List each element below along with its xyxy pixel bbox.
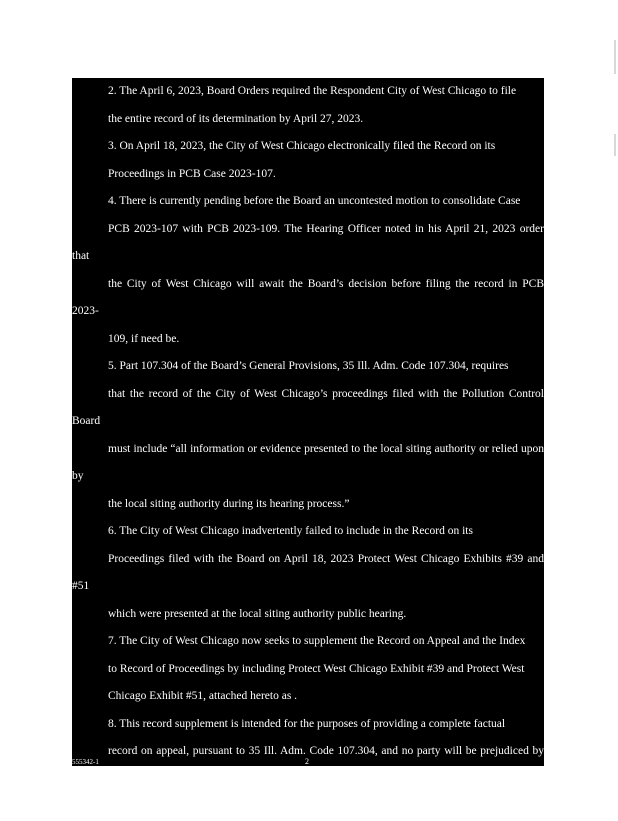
footer-document-id: 555342-1 [72,758,99,766]
page-number: 2 [305,757,309,766]
paragraph-line: Proceedings filed with the Board on April 18, 2023 Protect West Chicago Exhibits #39 and #51 [72,552,544,592]
paragraph [72,628,544,711]
paragraph-line: 5. Part 107.304 of the Board’s General Provisions, 35 Ill. Adm. Code 107.304, requires [108,360,509,372]
paragraph-list [72,78,544,821]
paragraph-line: Chicago Exhibit #51, attached hereto as . [108,690,298,702]
paragraph [72,133,544,188]
paragraph [72,518,544,628]
paragraph-line: the City of West Chicago will await the Board’s decision before filing the record in PCB 2023- [72,277,544,317]
paragraph [72,353,544,518]
paragraph [72,78,544,133]
paragraph-line: 6. The City of West Chicago inadvertently failed to include in the Record on its [108,525,473,537]
paragraph-line: record on appeal, pursuant to 35 Ill. Adm. Code 107.304, and no party will be prejudiced by the [72,745,544,785]
paragraph-line: granting of this motion. [108,800,217,812]
paragraph-line: to Record of Proceedings by including Protect West Chicago Exhibit #39 and Protect West [108,662,525,675]
paragraph [72,188,544,353]
edge-mark-2 [614,134,616,156]
paragraph-line: 8. This record supplement is intended for the purposes of providing a complete factual [108,717,506,730]
paragraph-line: the local siting authority during its hearing process.” [108,497,350,510]
paragraph-line: that the record of the City of West Chicago’s proceedings filed with the Pollution Control Board [72,387,544,427]
paragraph-line: which were presented at the local siting authority public hearing. [108,607,407,620]
paragraph-line: 2. The April 6, 2023, Board Orders required the Respondent City of West Chicago to file [108,85,517,97]
paragraph-line: 4. There is currently pending before the Board an uncontested motion to consolidate Case [108,195,521,207]
paragraph-line: 3. On April 18, 2023, the City of West Chicago electronically filed the Record on its [108,140,496,152]
paragraph-line: PCB 2023-107 with PCB 2023-109. The Hearing Officer noted in his April 21, 2023 order that [72,222,544,262]
paragraph-line: the entire record of its determination by April 27, 2023. [108,112,364,125]
document-body [72,78,544,812]
paragraph-line: must include “all information or evidence presented to the local siting authority or relied upon by [72,442,544,482]
paragraph-line: Proceedings in PCB Case 2023-107. [108,167,276,180]
edge-mark-1 [614,40,616,74]
paragraph-line: 109, if need be. [108,332,180,345]
paragraph-line: 7. The City of West Chicago now seeks to supplement the Record on Appeal and the Index [108,635,526,647]
